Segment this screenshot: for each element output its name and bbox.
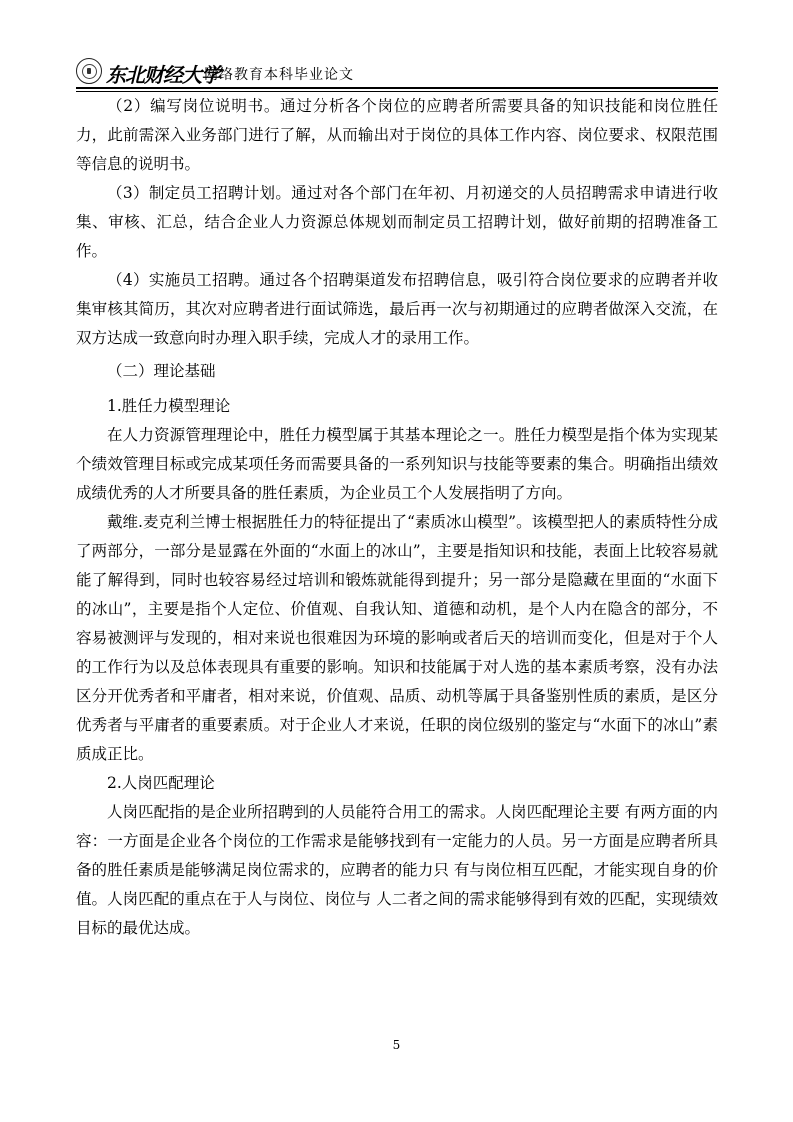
paragraph: 人岗匹配指的是企业所招聘到的人员能符合用工的需求。人岗匹配理论主要 有两方面的内容：一方面是企业各个岗位的工作需求是能够找到有一定能力的人员。另一方面是应聘者所具备的胜任素质是能够满足岗位需求的，应聘者的能力只 有与岗位相互匹配，才能实现自身的价值。人岗匹配的重点在于人与岗位、岗位与 人二者之间的需求能够得到有效的匹配，实现绩效目标的最优达成。 xyxy=(76,803,718,937)
paragraph: 戴维.麦克利兰博士根据胜任力的特征提出了“素质冰山模型”。该模型把人的素质特性分成了两部分，一部分是显露在外面的“水面上的冰山”，主要是指知识和技能，表面上比较容易就能了解得到，同时也较容易经过培训和锻炼就能得到提升；另一部分是隐藏在里面的“水面下的冰山”，主要是指个人定位、价值观、自我认知、道德和动机，是个人内在隐含的部分，不容易被测评与发现的，相对来说也很难因为环境的影响或者后天的培训而变化，但是对于个人的工作行为以及总体表现具有重要的影响。知识和技能属于对人选的基本素质考察，没有办法区分开优秀者和平庸者，相对来说，价值观、品质、动机等属于具备鉴别性质的素质，是区分优秀者与平庸者的重要素质。对于企业人才来说，任职的岗位级别的鉴定与“水面下的冰山”素质成正比。 xyxy=(76,513,718,763)
paragraph: （3）制定员工招聘计划。通过对各个部门在年初、月初递交的人员招聘需求申请进行收集、审核、汇总，结合企业人力资源总体规划而制定员工招聘计划，做好前期的招聘准备工作。 xyxy=(76,184,718,260)
section-heading: （二）理论基础 xyxy=(107,362,216,380)
subsection-heading: 1.胜任力模型理论 xyxy=(107,397,231,415)
university-name: 东北财经大学 xyxy=(106,63,220,87)
subsection-heading: 2.人岗匹配理论 xyxy=(107,774,215,792)
page-body xyxy=(76,92,718,943)
page-number: 5 xyxy=(392,1038,401,1052)
paragraph: （2）编写岗位说明书。通过分析各个岗位的应聘者所需要具备的知识技能和岗位胜任力，此前需深入业务部门进行了解，从而输出对于岗位的具体工作内容、岗位要求、权限范围等信息的说明书。 xyxy=(76,97,718,173)
paragraph: （4）实施员工招聘。通过各个招聘渠道发布招聘信息，吸引符合岗位要求的应聘者并收集审核其简历，其次对应聘者进行面试筛选，最后再一次与初期通过的应聘者做深入交流，在双方达成一致意向时办理入职手续，完成人才的录用工作。 xyxy=(76,271,718,347)
header-rule-thick xyxy=(76,87,718,89)
paragraph: 在人力资源管理理论中，胜任力模型属于其基本理论之一。胜任力模型是指个体为实现某个绩效管理目标或完成某项任务而需要具备的一系列知识与技能等要素的集合。明确指出绩效成绩优秀的人才所要具备的胜任素质，为企业员工个人发展指明了方向。 xyxy=(76,426,718,502)
header-subtitle: 网络教育本科毕业论文 xyxy=(204,67,354,83)
university-seal-icon xyxy=(76,58,102,84)
page-header xyxy=(76,56,718,92)
